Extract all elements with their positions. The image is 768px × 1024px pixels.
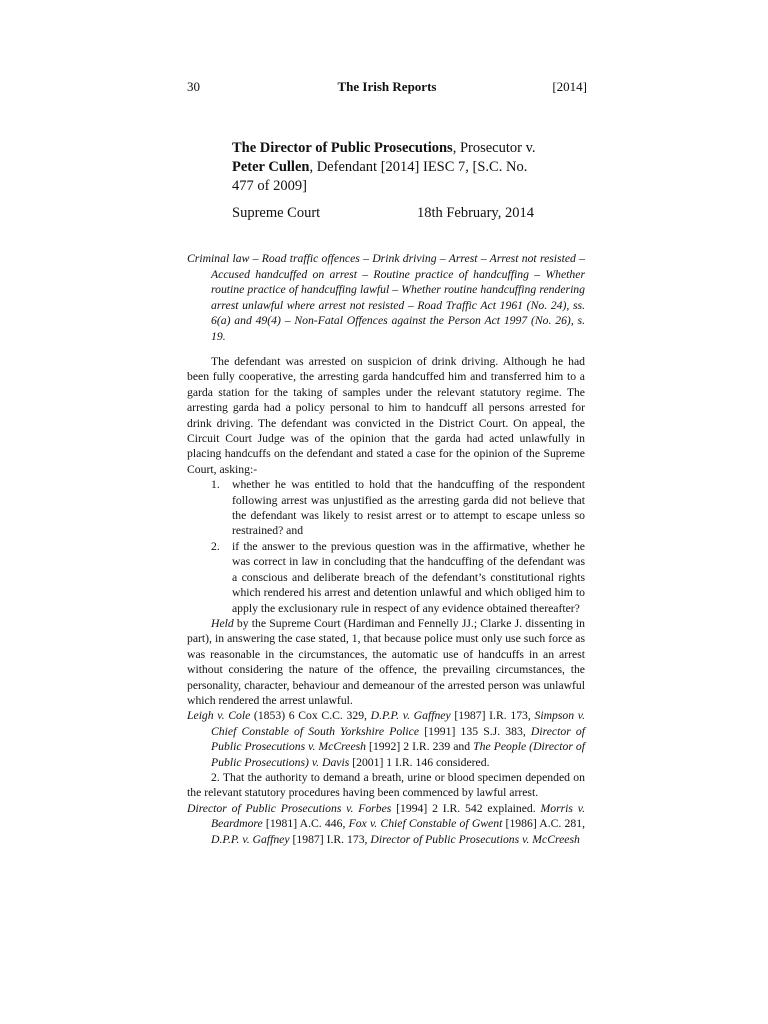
list-item	[187, 539, 585, 616]
citation-ref: (1853) 6 Cox C.C. 329,	[250, 709, 371, 723]
citation-ref: [1981] A.C. 446,	[262, 817, 349, 831]
citation-ref: [1994] 2 I.R. 542 explained.	[391, 801, 541, 815]
citation-ref: [1986] A.C. 281,	[502, 817, 585, 831]
page-number: 30	[187, 79, 200, 94]
citation-ref: [1987] I.R. 173,	[450, 709, 535, 723]
case-citation: The People (Director of Public Prosecutions) v. Davis	[211, 740, 585, 769]
running-title: The Irish Reports	[337, 79, 437, 94]
citation-ref: [1992] 2 I.R. 239 and	[366, 740, 474, 754]
case-citation: D.P.P. v. Gaffney	[370, 709, 451, 723]
held-text: by the Supreme Court (Hardiman and Fennelly JJ.; Clarke J. dissenting in part), in answering the case stated, 1, that because police must only use such force as was reasonable in the circumstances, the automatic use of handcuffs in an arrest without considering the nature of the offence, the prevailing circumstances, the personality, character, behaviour and demeanour of the arrested person was unlawful which rendered the arrest unlawful.	[187, 616, 585, 707]
running-header	[187, 79, 587, 99]
case-title-citation: , Defendant [2014] IESC 7, [S.C. No. 477 of 2009]	[232, 159, 528, 194]
case-title	[232, 139, 552, 196]
held-paragraph	[187, 616, 585, 708]
question-text: if the answer to the previous question was in the affirmative, whether he was correct in law in concluding that the handcuffing of the defendant was a conscious and deliberate breach of the defendant’s constitutional rights which rendered his arrest and detention unlawful and which obliged him to apply the exclusionary rule in respect of any evidence obtained thereafter?	[232, 539, 585, 615]
list-item	[187, 477, 585, 539]
catchwords-text: Criminal law – Road traffic offences – Drink driving – Arrest – Arrest not resisted – Accused handcuffed on arrest – Routine practice of handcuffing – Whether routine practice of handcuffing lawful – Whether routine handcuffing rendering arrest unlawful where arrest not resisted – Road Traffic Act 1961 (No. 24), ss. 6(a) and 49(4) – Non-Fatal Offences against the Person Act 1997 (No. 26), s. 19.	[187, 252, 585, 343]
citation-ref: [2001] 1 I.R. 146 considered.	[349, 755, 490, 769]
case-title-prosecutor: The Director of Public Prosecutions	[232, 140, 453, 156]
citation-ref: [1991] 135 S.J. 383,	[419, 724, 531, 738]
case-citation: Director of Public Prosecutions v. Forbes	[187, 801, 392, 815]
cases-considered	[187, 708, 585, 770]
judgment-date: 18th February, 2014	[416, 205, 534, 221]
case-title-defendant: Peter Cullen	[232, 159, 310, 175]
held-label: Held	[211, 616, 234, 630]
questions-list	[187, 477, 585, 616]
case-citation: Director of Public Prosecutions v. McCreesh	[211, 724, 585, 754]
cases-explained	[187, 801, 585, 847]
court-name: Supreme Court	[232, 205, 321, 221]
case-citation: Simpson v. Chief Constable of South Yorkshire Police	[211, 709, 585, 738]
case-citation: D.P.P. v. Gaffney	[211, 832, 290, 846]
question-number: 1.	[211, 478, 220, 492]
headnote	[187, 354, 585, 847]
facts-paragraph: The defendant was arrested on suspicion of drink driving. Although he had been fully cooperative, the arresting garda handcuffed him and transferred him to a garda station for the taking of samples under the relevant statutory regime. The arresting garda had a policy personal to him to handcuff all persons arrested for drink driving. The defendant was convicted in the District Court. On appeal, the Circuit Court Judge was of the opinion that the garda had acted unlawfully in placing handcuffs on the defendant and stated a case for the opinion of the Supreme Court, asking:-	[187, 355, 585, 476]
case-citation: Director of Public Prosecutions v. McCreesh	[370, 832, 580, 846]
case-citation: Leigh v. Cole	[187, 709, 251, 723]
case-citation: Fox v. Chief Constable of Gwent	[348, 817, 503, 831]
question-text: whether he was entitled to hold that the handcuffing of the respondent following arrest was unjustified as the arresting garda did not believe that the defendant was likely to resist arrest or to attempt to escape unless so restrained? and	[232, 478, 585, 538]
report-year: [2014]	[552, 79, 587, 94]
question-number: 2.	[211, 539, 220, 553]
case-title-text-1: , Prosecutor v.	[452, 140, 536, 156]
case-citation: Morris v. Beardmore	[211, 801, 586, 831]
catchwords	[187, 251, 585, 345]
holding-2-paragraph: 2. That the authority to demand a breath, urine or blood specimen depended on the relevant statutory procedures having been commenced by lawful arrest.	[187, 770, 585, 800]
citation-ref: [1987] I.R. 173,	[289, 832, 371, 846]
